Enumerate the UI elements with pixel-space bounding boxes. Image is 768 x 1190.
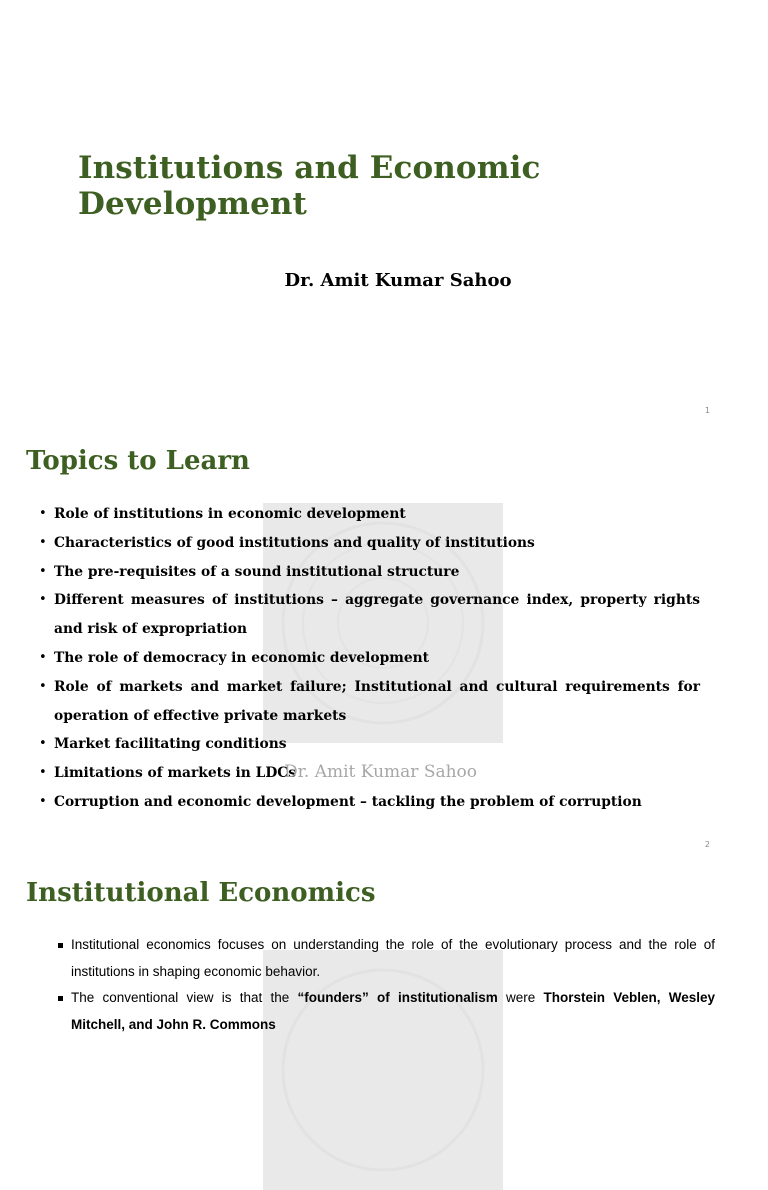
slide-heading: Topics to Learn [26,446,250,476]
list-item: • The role of democracy in economic development [40,644,700,673]
list-item: • The pre-requisites of a sound institutional structure [40,558,700,587]
list-item: • Corruption and economic development – tackling the problem of corruption [40,788,700,817]
institutional-economics-slide [0,860,768,1032]
list-item [58,985,715,1038]
list-item: Institutional economics focuses on understanding the role of the evolutionary process and the role of institutions in shaping economic behavior. [58,932,715,985]
topics-slide [0,430,768,860]
list-item: • Characteristics of good institutions and quality of institutions [40,529,700,558]
content-list [58,932,715,1038]
list-item: • Market facilitating conditions [40,730,700,759]
text-run-bold: “founders” of institutionalism [297,990,498,1005]
list-item: • Role of institutions in economic development [40,500,700,529]
list-item: • Role of markets and market failure; Institutional and cultural requirements for operation of effective private markets [40,673,700,731]
page-number: 2 [704,840,710,849]
page-number: 1 [704,406,710,415]
text-run-bold: Thorstein Veblen, Wesley Mitchell, and John R. Commons [71,990,715,1032]
title-slide [0,0,768,430]
slide-heading: Institutional Economics [26,878,376,908]
author-name: Dr. Amit Kumar Sahoo [284,270,512,291]
text-run: were [497,990,544,1005]
presentation-title: Institutions and Economic Development [78,150,541,222]
text-run: The conventional view is that the [71,990,298,1005]
watermark-text: Dr. Amit Kumar Sahoo [284,762,478,782]
list-item: • Limitations of markets in LDCs [40,759,700,788]
list-item: • Different measures of institutions – aggregate governance index, property rights and risk of expropriation [40,586,700,644]
